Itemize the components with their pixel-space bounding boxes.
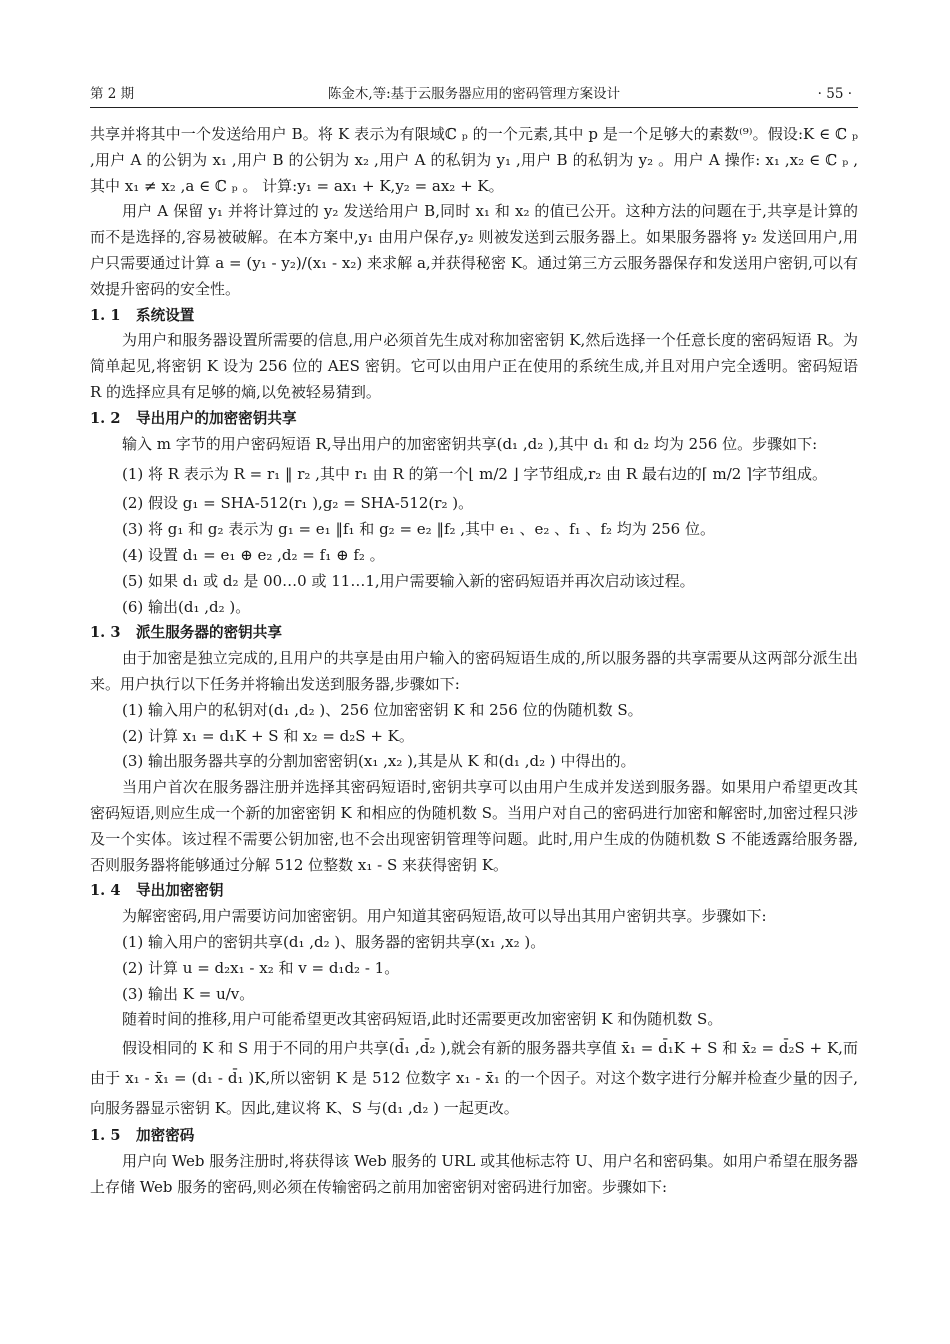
issue-label: 第 2 期 (90, 86, 135, 102)
section-1-3-paragraph-2: 当用户首次在服务器注册并选择其密码短语时,密钥共享可以由用户生成并发送到服务器。如果用户希望更改其密码短语,则应生成一个新的加密密钥 K 和相应的伪随机数 S。当用户对自己的密码进行加密和解密时,加密过程只涉及一个实体。该过程不需要公钥加密,也不会出现密钥管理等问题。此时,用户生成的伪随机数 S 不能透露给服务器,否则服务器将能够通过分解 512 位整数 x₁ - S 来获得密钥 K。 (90, 778, 858, 874)
section-title: 导出加密密钥 (136, 882, 224, 900)
step-item: (1) 将 R 表示为 R = r₁ ‖ r₂ ,其中 r₁ 由 R 的第一个⌊ m/2 ⌋ 字节组成,r₂ 由 R 最右边的⌈ m/2 ⌉字节组成。 (122, 465, 827, 484)
page-number: · 55 · (817, 86, 852, 102)
intro-paragraph-1: 共享并将其中一个发送给用户 B。将 K 表示为有限域ℂ ₚ 的一个元素,其中 p 是一个足够大的素数⁽⁹⁾。假设:K ∈ ℂ ₚ ,用户 A 的公钥为 x₁ ,用户 B 的公钥为 x₂ ,用户 A 的私钥为 y₁ ,用户 B 的私钥为 y₂ 。用户 A 操作: x₁ ,x₂ ∈ ℂ ₚ ,其中 x₁ ≠ x₂ ,a ∈ ℂ ₚ 。 计算:y₁ = ax₁ + K,y₂ = ax₂ + K。 (90, 125, 858, 195)
step-item: (2) 假设 g₁ = SHA-512(r₁ ),g₂ = SHA-512(r₂ )。 (122, 494, 474, 513)
step-item: (1) 输入用户的私钥对(d₁ ,d₂ )、256 位加密密钥 K 和 256 位的伪随机数 S。 (122, 700, 643, 719)
section-number: 1. 4 (90, 882, 121, 900)
article-body (90, 122, 858, 1200)
step-item: (5) 如果 d₁ 或 d₂ 是 00…0 或 11…1,用户需要输入新的密码短语并再次启动该过程。 (122, 571, 695, 590)
section-title: 加密密码 (136, 1127, 195, 1145)
step-item: (3) 将 g₁ 和 g₂ 表示为 g₁ = e₁ ‖f₁ 和 g₂ = e₂ ‖f₂ ,其中 e₁ 、e₂ 、f₁ 、f₂ 均为 256 位。 (122, 520, 715, 539)
section-heading-1-4 (90, 878, 858, 904)
section-title: 派生服务器的密钥共享 (136, 624, 282, 642)
section-1-4-paragraph: 为解密密码,用户需要访问加密密钥。用户知道其密码短语,故可以导出其用户密钥共享。步骤如下: (122, 907, 767, 926)
step-item: (2) 计算 x₁ = d₁K + S 和 x₂ = d₂S + K。 (122, 726, 414, 745)
step-item: (2) 计算 u = d₂x₁ - x₂ 和 v = d₁d₂ - 1。 (122, 958, 400, 977)
section-heading-1-1 (90, 303, 858, 329)
section-heading-1-2 (90, 406, 858, 432)
step-item: (6) 输出(d₁ ,d₂ )。 (122, 597, 251, 616)
step-item: (3) 输出 K = u/v。 (122, 984, 255, 1003)
section-number: 1. 5 (90, 1127, 121, 1145)
step-item: (4) 设置 d₁ = e₁ ⊕ e₂ ,d₂ = f₁ ⊕ f₂ 。 (122, 545, 385, 564)
section-1-4-paragraph-2: 随着时间的推移,用户可能希望更改其密码短语,此时还需要更改加密密钥 K 和伪随机数 S。 (122, 1010, 723, 1029)
section-number: 1. 3 (90, 624, 121, 642)
running-header (90, 83, 858, 108)
section-1-1-paragraph: 为用户和服务器设置所需要的信息,用户必须首先生成对称加密密钥 K,然后选择一个任意长度的密码短语 R。为简单起见,将密钥 K 设为 256 位的 AES 密钥。它可以由用户正在使用的系统生成,并且对用户完全透明。密码短语 R 的选择应具有足够的熵,以免被轻易猜到。 (90, 331, 858, 401)
step-item: (1) 输入用户的密钥共享(d₁ ,d₂ )、服务器的密钥共享(x₁ ,x₂ )。 (122, 932, 546, 951)
section-title: 系统设置 (136, 306, 195, 324)
intro-paragraph-2: 用户 A 保留 y₁ 并将计算过的 y₂ 发送给用户 B,同时 x₁ 和 x₂ 的值已公开。这种方法的问题在于,共享是计算的而不是选择的,容易被破解。在本方案中,y₁ 由用户保存,y₂ 则被发送到云服务器上。如果服务器将 y₂ 发送回用户,用户只需要通过计算 a = (y₁ - y₂)/(x₁ - x₂) 来求解 a,并获得秘密 K。通过第三方云服务器保存和发送用户密钥,可以有效提升密码的安全性。 (90, 202, 858, 298)
section-title: 导出用户的加密密钥共享 (136, 409, 297, 427)
section-number: 1. 1 (90, 306, 121, 324)
section-heading-1-5 (90, 1123, 858, 1149)
step-item: (3) 输出服务器共享的分割加密密钥(x₁ ,x₂ ),其是从 K 和(d₁ ,d₂ ) 中得出的。 (122, 752, 636, 771)
section-1-2-paragraph: 输入 m 字节的用户密码短语 R,导出用户的加密密钥共享(d₁ ,d₂ ),其中 d₁ 和 d₂ 均为 256 位。步骤如下: (122, 434, 818, 453)
section-heading-1-3 (90, 620, 858, 646)
section-number: 1. 2 (90, 409, 121, 427)
running-title: 陈金木,等:基于云服务器应用的密码管理方案设计 (327, 86, 621, 102)
section-1-5-paragraph: 用户向 Web 服务注册时,将获得该 Web 服务的 URL 或其他标志符 U、用户名和密码集。如用户希望在服务器上存储 Web 服务的密码,则必须在传输密码之前用加密密钥对密码进行加密。步骤如下: (90, 1151, 858, 1196)
section-1-4-paragraph-3: 假设相同的 K 和 S 用于不同的用户共享(d̄₁ ,d̄₂ ),就会有新的服务器共享值 x̄₁ = d̄₁K + S 和 x̄₂ = d̄₂S + K,而由于 x₁ - x̄₁ = (d₁ - d̄₁ )K,所以密钥 K 是 512 位数字 x₁ - x̄₁ 的一个因子。对这个数字进行分解并检查少量的因子,向服务器显示密钥 K。因此,建议将 K、S 与(d₁ ,d₂ ) 一起更改。 (90, 1039, 858, 1118)
section-1-3-paragraph: 由于加密是独立完成的,且用户的共享是由用户输入的密码短语生成的,所以服务器的共享需要从这两部分派生出来。用户执行以下任务并将输出发送到服务器,步骤如下: (90, 649, 858, 693)
